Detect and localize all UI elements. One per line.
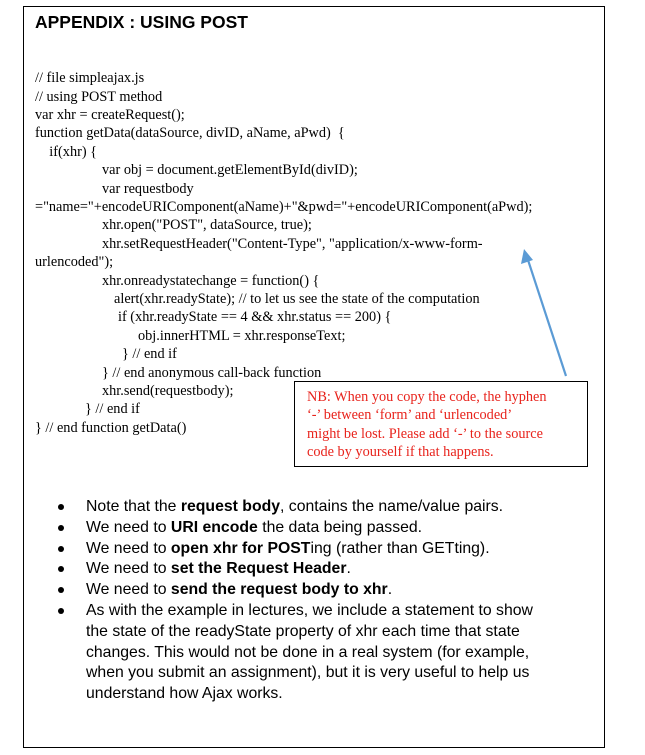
code-line: obj.innerHTML = xhr.responseText; — [138, 328, 346, 344]
bullet-list — [58, 497, 588, 705]
code-line: xhr.onreadystatechange = function() { — [102, 273, 320, 289]
code-line: xhr.open("POST", dataSource, true); — [102, 217, 312, 233]
code-line: alert(xhr.readyState); // to let us see the state of the computation — [114, 291, 480, 307]
code-line: urlencoded"); — [35, 254, 114, 270]
code-line: xhr.setRequestHeader("Content-Type", "application/x-www-form- — [102, 236, 483, 252]
code-line: var xhr = createRequest(); — [35, 107, 185, 123]
code-line: } // end function getData() — [35, 420, 187, 436]
note-line: ‘-’ between ‘form’ and ‘urlencoded’ — [307, 407, 513, 424]
note-line: code by yourself if that happens. — [307, 443, 494, 460]
list-item: Note that the request body, contains the name/value pairs. — [58, 497, 588, 518]
list-item: We need to URI encode the data being passed. — [58, 518, 588, 539]
list-item: We need to send the request body to xhr. — [58, 580, 588, 601]
code-line: var requestbody — [102, 181, 194, 197]
bullet-icon — [58, 546, 64, 552]
note-line: NB: When you copy the code, the hyphen — [307, 389, 547, 405]
code-line: } // end anonymous call-back function — [102, 365, 322, 381]
bullet-icon — [58, 504, 64, 510]
bullet-icon — [58, 566, 64, 572]
note-box — [294, 381, 588, 467]
appendix-heading: APPENDIX : USING POST — [35, 12, 248, 32]
code-line: // using POST method — [35, 89, 163, 105]
code-line: xhr.send(requestbody); — [102, 383, 234, 399]
note-line: might be lost. Please add ‘-’ to the source — [307, 425, 543, 442]
bullet-icon — [58, 608, 64, 614]
code-line: // file simpleajax.js — [35, 70, 145, 86]
code-line: } // end if — [85, 401, 140, 417]
code-line: } // end if — [122, 346, 177, 362]
list-item: We need to open xhr for POSTing (rather than GETting). — [58, 539, 588, 560]
bullet-icon — [58, 587, 64, 593]
code-line: function getData(dataSource, divID, aName, aPwd) { — [35, 125, 345, 141]
code-line: ="name="+encodeURIComponent(aName)+"&pwd="+encodeURIComponent(aPwd); — [35, 199, 533, 215]
bullet-icon — [58, 525, 64, 531]
code-line: if (xhr.readyState == 4 && xhr.status == 200) { — [118, 309, 392, 325]
list-item: We need to set the Request Header. — [58, 559, 588, 580]
code-line: var obj = document.getElementById(divID); — [102, 162, 358, 178]
list-item: As with the example in lectures, we include a statement to show the state of the readyState property of xhr each time that state changes. This would not be done in a real system (for example, when you submit an assignment), but it is very useful to help us understand how Ajax works. — [58, 601, 588, 705]
code-line: if(xhr) { — [35, 144, 98, 160]
